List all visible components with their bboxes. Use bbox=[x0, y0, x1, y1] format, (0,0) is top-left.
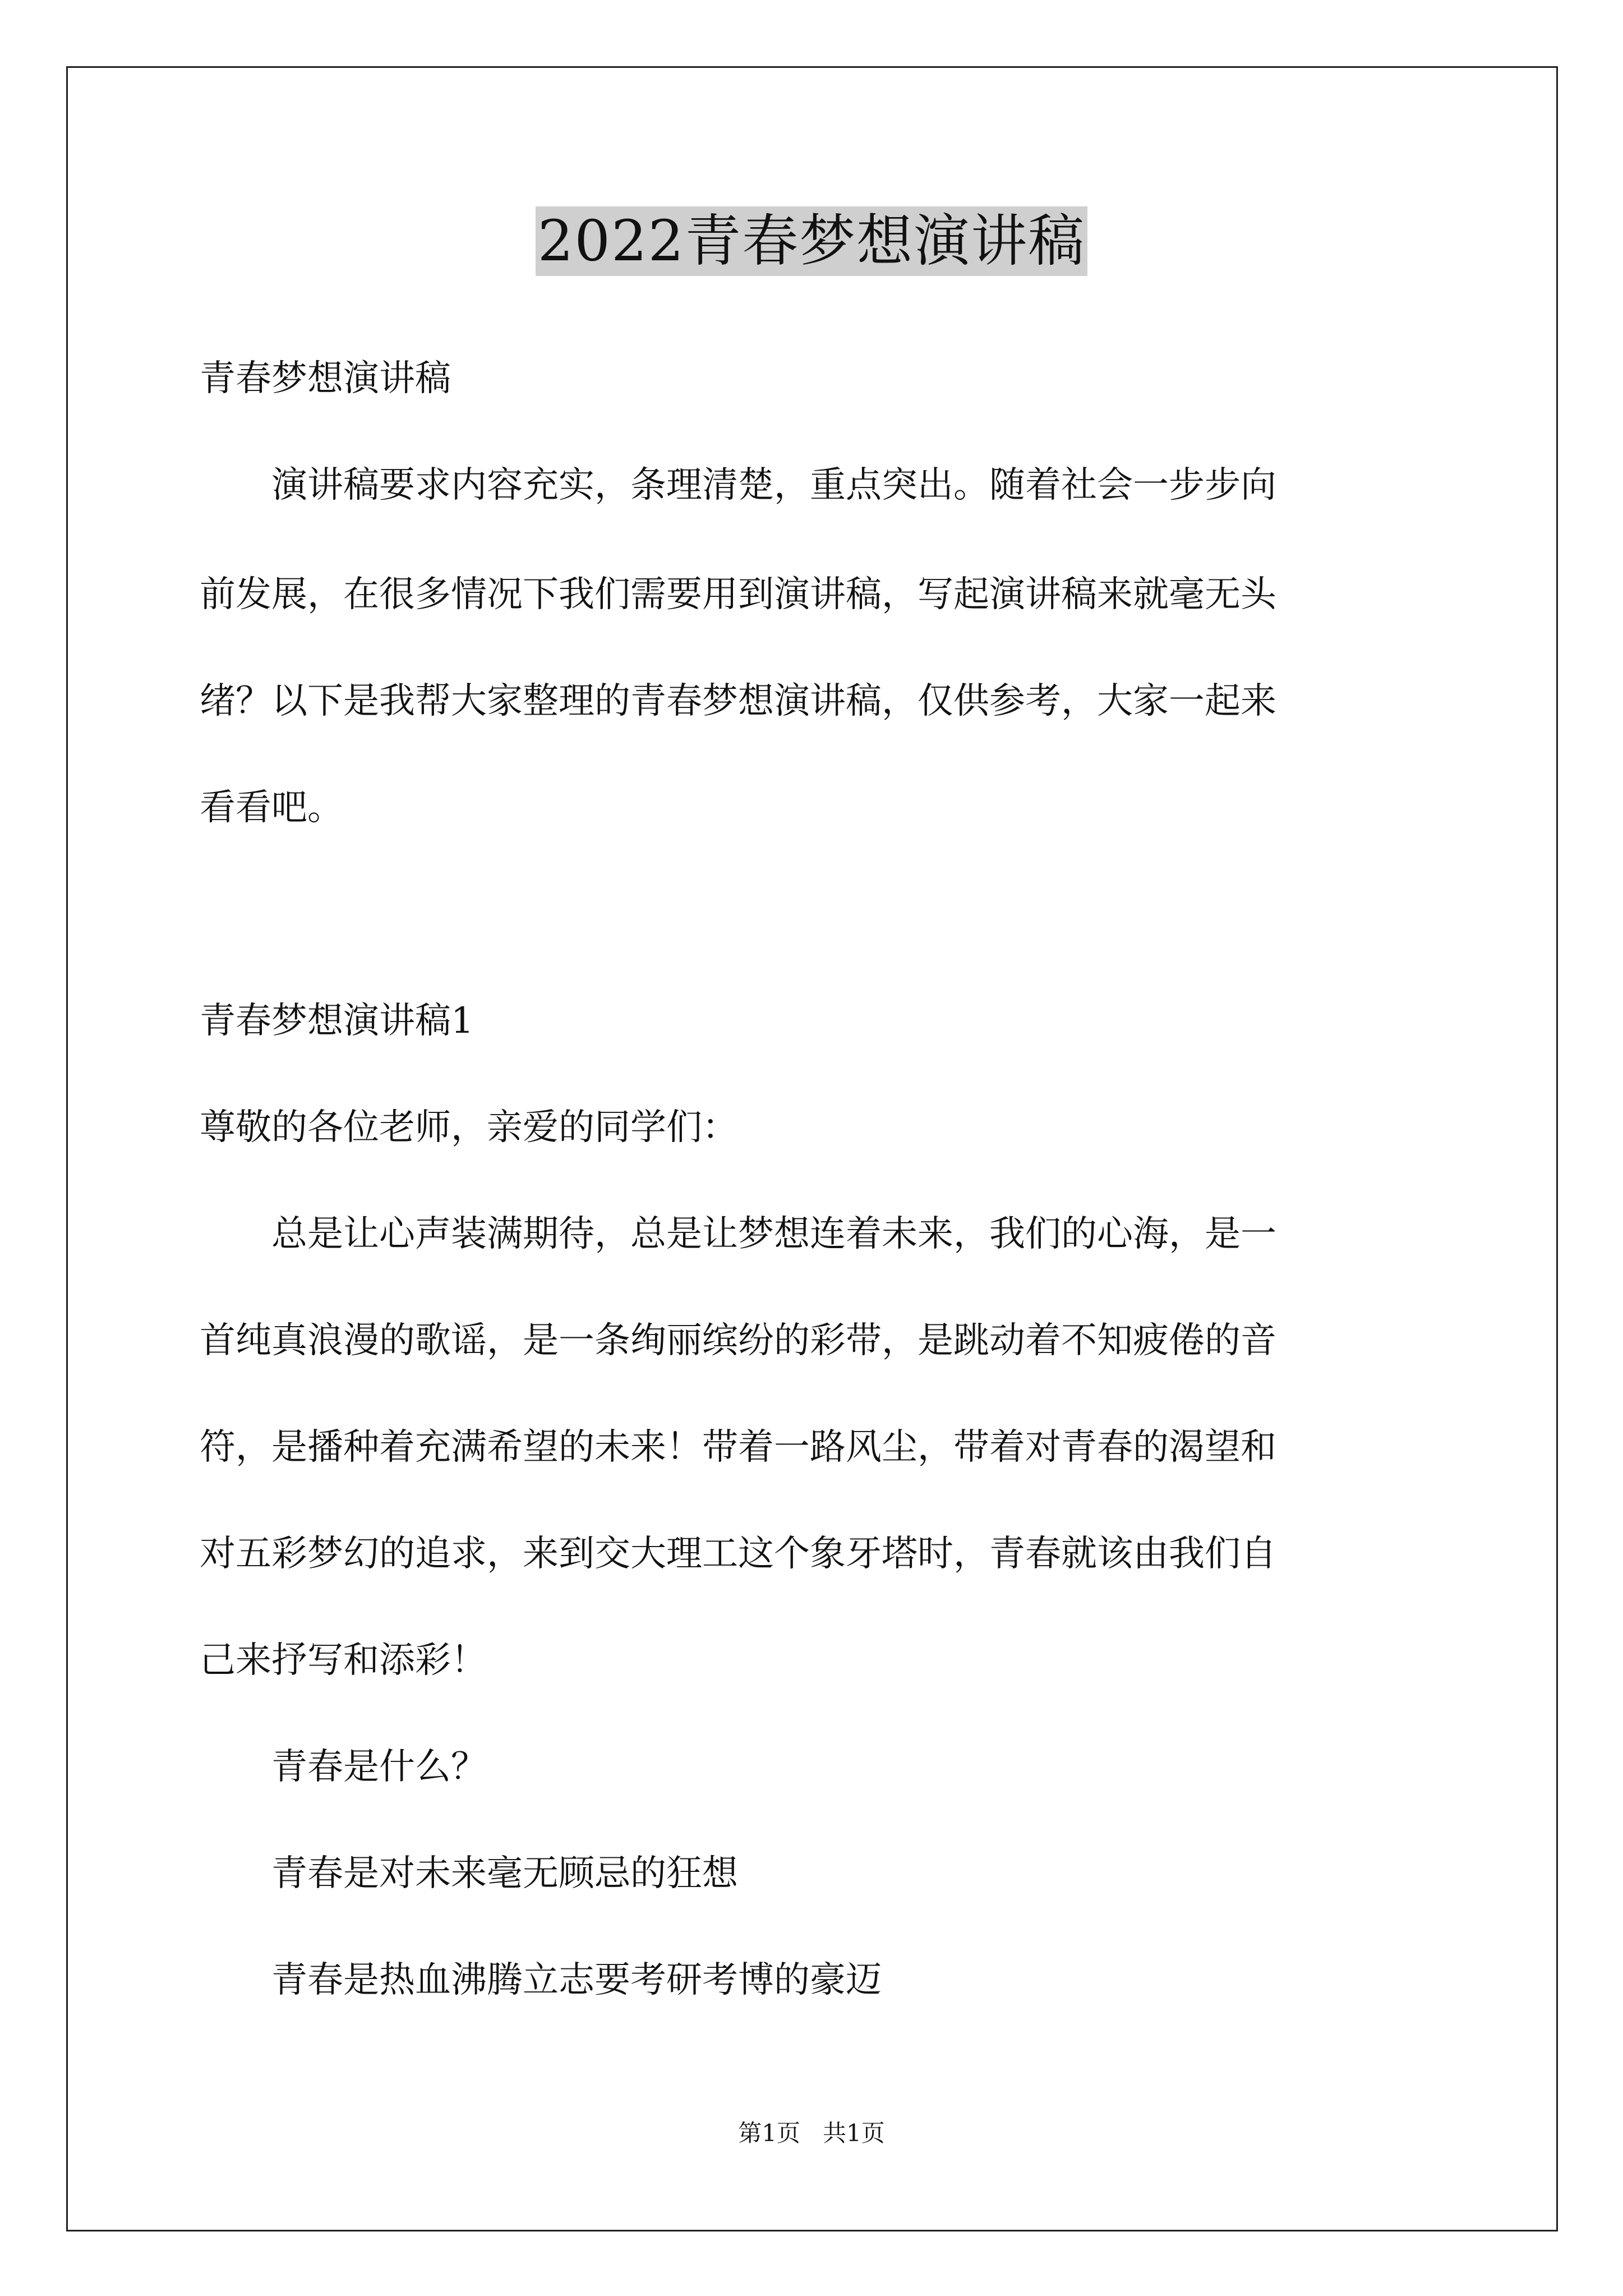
paragraph-line: 青春是热血沸腾立志要考研考博的豪迈 bbox=[200, 1959, 882, 2001]
paragraph-line: 绪？以下是我帮大家整理的青春梦想演讲稿，仅供参考，大家一起来 bbox=[200, 680, 1276, 722]
section-heading: 青春梦想演讲稿 bbox=[200, 358, 451, 399]
page-footer bbox=[0, 2118, 1623, 2149]
paragraph-line: 己来抒写和添彩！ bbox=[200, 1640, 487, 1681]
salutation: 尊敬的各位老师，亲爱的同学们： bbox=[200, 1107, 738, 1148]
paragraph-line: 看看吧。 bbox=[200, 787, 343, 829]
paragraph-line: 演讲稿要求内容充实，条理清楚，重点突出。随着社会一步步向 bbox=[200, 464, 1276, 506]
page-total: 共1页 bbox=[823, 2119, 885, 2147]
section-heading: 青春梦想演讲稿1 bbox=[200, 1000, 474, 1042]
paragraph-line: 青春是对未来毫无顾忌的狂想 bbox=[200, 1853, 738, 1894]
paragraph-line: 总是让心声装满期待，总是让梦想连着未来，我们的心海，是一 bbox=[200, 1213, 1276, 1255]
page-number: 第1页 bbox=[738, 2119, 800, 2147]
paragraph-line: 前发展，在很多情况下我们需要用到演讲稿，写起演讲稿来就毫无头 bbox=[200, 574, 1276, 615]
paragraph-line: 对五彩梦幻的追求，来到交大理工这个象牙塔时，青春就该由我们自 bbox=[200, 1533, 1276, 1575]
paragraph-line: 青春是什么？ bbox=[200, 1746, 487, 1788]
document-title: 2022青春梦想演讲稿 bbox=[536, 206, 1088, 276]
paragraph-line: 首纯真浪漫的歌谣，是一条绚丽缤纷的彩带，是跳动着不知疲倦的音 bbox=[200, 1320, 1276, 1361]
paragraph-line: 符，是播种着充满希望的未来！带着一路风尘，带着对青春的渴望和 bbox=[200, 1427, 1276, 1468]
title-container bbox=[0, 206, 1623, 276]
